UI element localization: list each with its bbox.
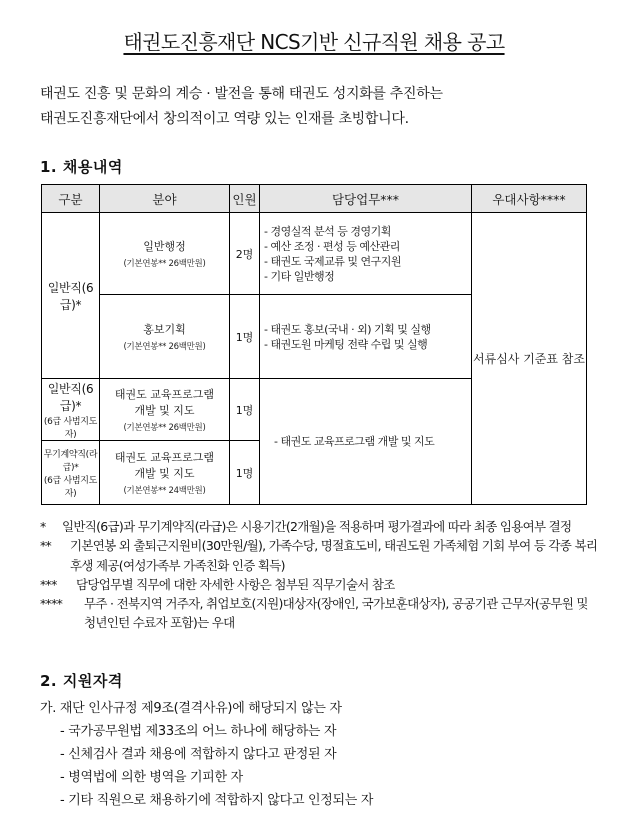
section-heading-recruitment: 1. 채용내역: [40, 158, 123, 176]
field-cell: [100, 295, 230, 379]
duty-item: - 태권도원 마케팅 전략 수립 및 실행: [264, 337, 428, 351]
field-name: 일반행정: [143, 240, 186, 253]
section-heading-qualifications: 2. 지원자격: [40, 672, 123, 690]
duty-item: - 예산 조정 · 편성 등 예산관리: [264, 239, 400, 253]
count-cell: 1명: [230, 295, 260, 379]
duty-item: - 태권도 홍보(국내 · 외) 기획 및 실행: [264, 322, 431, 336]
duty-item: - 경영실적 분석 등 경영기획: [264, 224, 391, 238]
qualifications-list: [40, 697, 600, 812]
qualification-subitem: - 국가공무원법 제33조의 어느 하나에 해당하는 자: [60, 724, 337, 739]
field-cell: [100, 379, 230, 441]
footnote: [40, 575, 600, 594]
qualification-subitem: - 기타 직원으로 채용하기에 적합하지 않다고 인정되는 자: [60, 793, 374, 808]
count-cell: 1명: [230, 441, 260, 505]
page-title: 태권도진흥재단 NCS기반 신규직원 채용 공고: [123, 30, 505, 54]
duties-cell: [260, 295, 472, 379]
category-contract: [42, 441, 100, 505]
footnote: [40, 517, 600, 536]
intro-paragraph: [40, 82, 600, 132]
salary-note: (기본연봉** 26백만원): [123, 259, 206, 269]
header-category: 구분: [42, 185, 100, 213]
header-duties: 담당업무***: [260, 185, 472, 213]
salary-note: (기본연봉** 24백만원): [123, 486, 206, 496]
header-preference: 우대사항****: [472, 185, 587, 213]
footnote-mark: **: [40, 538, 52, 554]
footnote-text: 기본연봉 외 출퇴근지원비(30만원/월), 가족수당, 명절효도비, 태권도원 가족체험 기회 부여 등 각종 복리후생 제공(여성가족부 가족친화 인증 획득): [70, 538, 598, 573]
footnote-mark: *: [40, 519, 46, 534]
category-instructor: [42, 379, 100, 441]
preference-cell: 서류심사 기준표 참조: [472, 213, 587, 505]
field-name: 태권도 교육프로그램: [114, 451, 215, 464]
header-count: 인원: [230, 185, 260, 213]
duties-cell: - 태권도 교육프로그램 개발 및 지도: [260, 379, 472, 505]
qualification-subitem: - 병역법에 의한 병역을 기피한 자: [60, 770, 243, 785]
category-label: 무기계약직(라급)*: [43, 449, 98, 473]
intro-line: 태권도 진흥 및 문화의 계승 · 발전을 통해 태권도 성지화를 추진하는: [40, 86, 443, 102]
footnote-text: 담당업무별 직무에 대한 자세한 사항은 첨부된 직무기술서 참조: [76, 576, 395, 592]
qualification-item: 가. 재단 인사규정 제9조(결격사유)에 해당되지 않는 자: [40, 701, 342, 716]
footnote-text: 무주 · 전북지역 거주자, 취업보호(지원)대상자(장애인, 국가보훈대상자), 공공기관 근무자(공무원 및 청년인턴 수료자 포함)는 우대: [84, 596, 588, 631]
header-field: 분야: [100, 185, 230, 213]
field-cell: [100, 213, 230, 295]
duty-item: - 기타 일반행정: [264, 269, 335, 283]
footnote-text: 일반직(6급)과 무기계약직(라급)은 시용기간(2개월)을 적용하며 평가결과에 따라 최종 임용여부 결정: [62, 519, 572, 534]
count-cell: 1명: [230, 379, 260, 441]
duty-item: - 태권도 국제교류 및 연구지원: [264, 254, 401, 268]
field-name: 홍보기획: [143, 323, 186, 336]
intro-line: 태권도진흥재단에서 창의적이고 역량 있는 인재를 초빙합니다.: [40, 111, 409, 127]
count-cell: 2명: [230, 213, 260, 295]
field-name: 개발 및 지도: [134, 467, 195, 480]
field-name: 개발 및 지도: [134, 404, 195, 417]
field-name: 태권도 교육프로그램: [114, 388, 215, 401]
category-sub: (6급 사범지도자): [43, 416, 98, 440]
salary-note: (기본연봉** 26백만원): [123, 423, 206, 433]
footnote: [40, 536, 600, 575]
footnote: [40, 594, 600, 633]
table-row: [42, 213, 587, 295]
category-sub: (6급 사범지도자): [43, 475, 98, 499]
footnotes: [40, 517, 600, 633]
footnote-mark: ****: [40, 596, 63, 612]
recruitment-table: [41, 184, 587, 505]
salary-note: (기본연봉** 26백만원): [123, 342, 206, 352]
field-cell: [100, 441, 230, 505]
duties-cell: [260, 213, 472, 295]
qualification-subitem: - 신체검사 결과 채용에 적합하지 않다고 판정된 자: [60, 747, 337, 762]
category-general: 일반직(6급)*: [42, 213, 100, 379]
table-header-row: [42, 185, 587, 213]
category-label: 일반직(6급)*: [47, 381, 94, 413]
footnote-mark: ***: [40, 576, 57, 592]
